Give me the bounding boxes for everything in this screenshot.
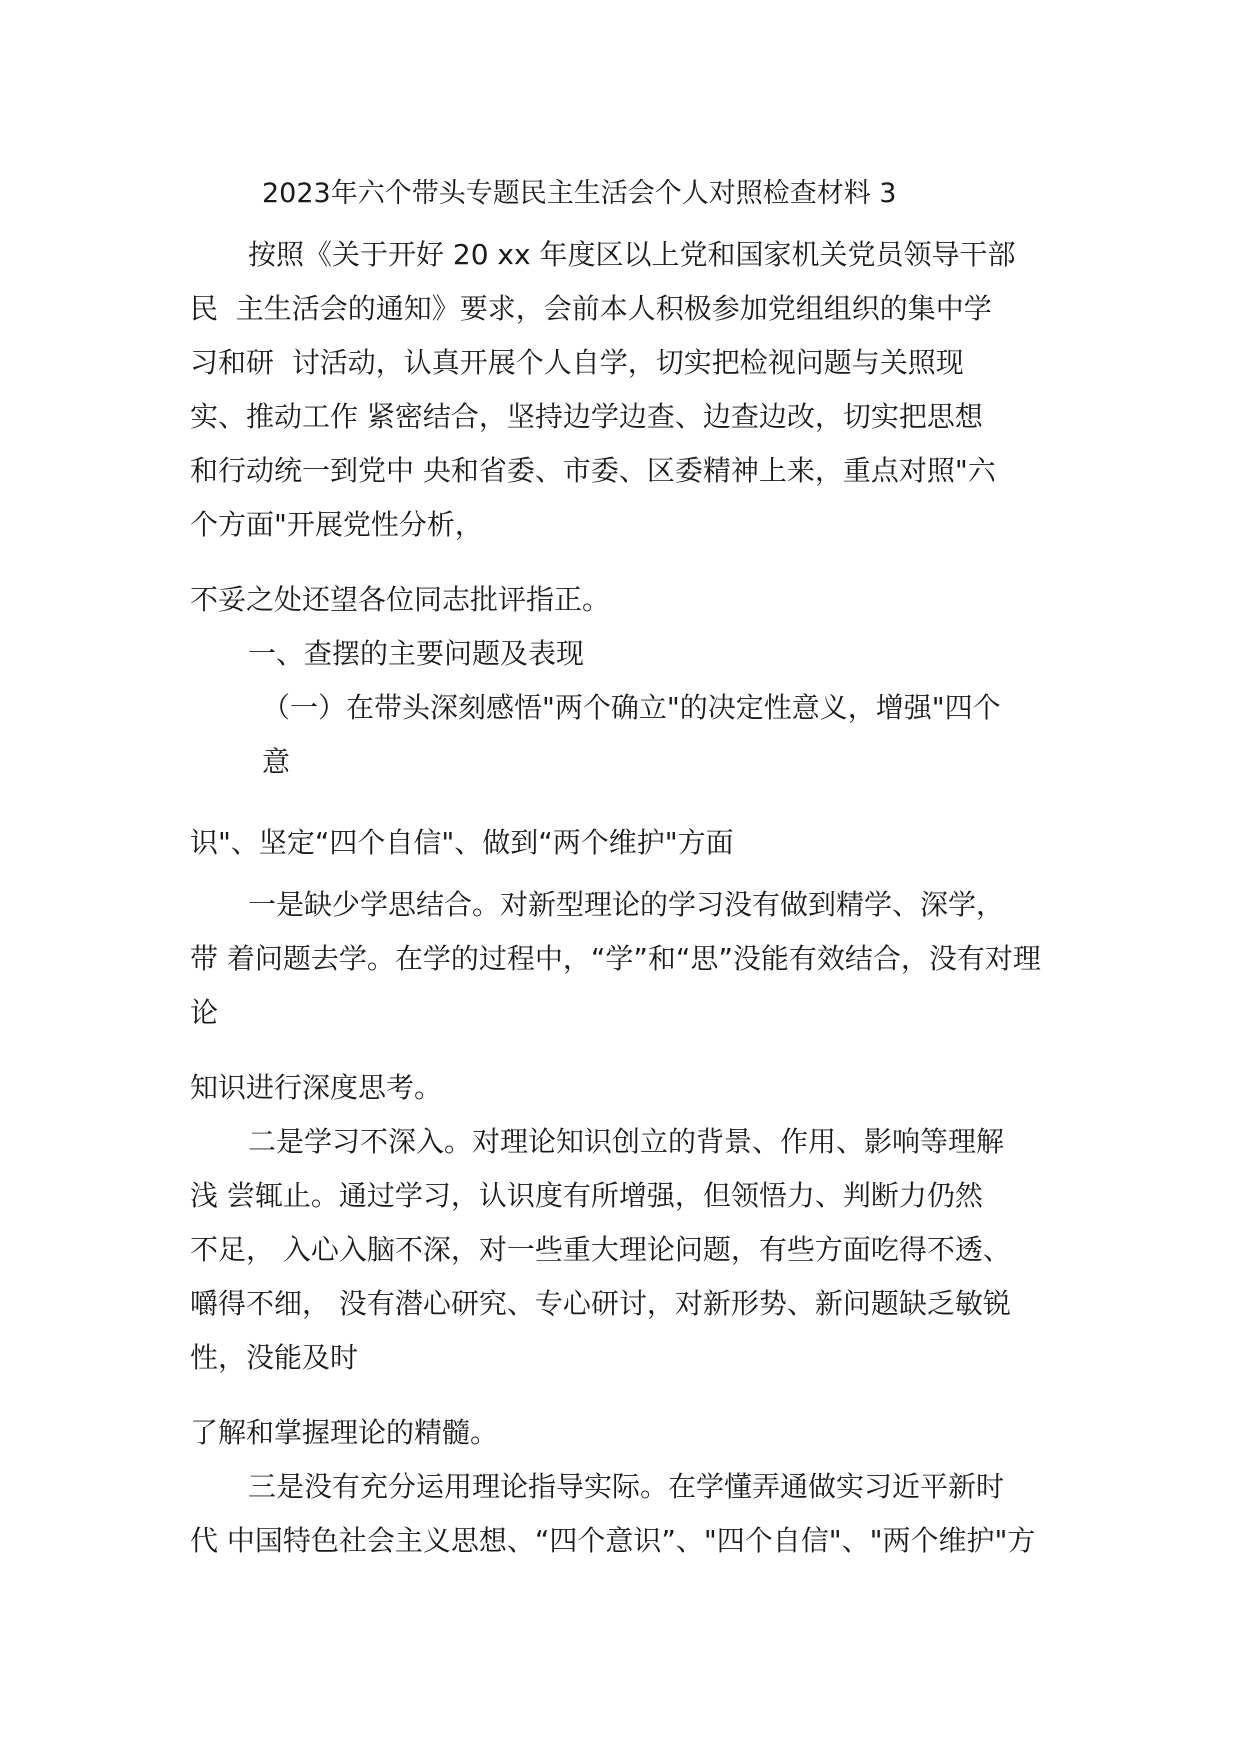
paragraph-line: 代 中国特色社会主义思想、“四个意识”、"四个自信"、"两个维护"方: [190, 1524, 1036, 1557]
paragraph-line: 一是缺少学思结合。对新型理论的学习没有做到精学、深学，: [248, 888, 1005, 921]
paragraph-line: 嚼得不细， 没有潜心研究、专心研讨，对新形势、新问题缺乏敏锐: [190, 1287, 1011, 1320]
paragraph-line: 和行动统一到党中 央和省委、市委、区委精神上来，重点对照"六: [190, 454, 996, 487]
subsection-heading: （一）在带头深刻感悟"两个确立"的决定性意义，增强"四个: [262, 691, 1001, 724]
paragraph-line: 不足， 入心入脑不深，对一些重大理论问题，有些方面吃得不透、: [190, 1233, 1011, 1266]
paragraph-line: 性，没能及时: [190, 1341, 359, 1374]
paragraph-line: 实、推动工作 紧密结合，坚持边学边查、边查边改，切实把思想: [190, 400, 983, 433]
paragraph-line: 民 主生活会的通知》要求，会前本人积极参加党组组织的集中学: [190, 292, 992, 325]
paragraph-line: 浅 尝辄止。通过学习，认识度有所增强，但领悟力、判断力仍然: [190, 1179, 983, 1212]
subsection-heading: 意: [262, 745, 291, 778]
paragraph-line: 带 着问题去学。在学的过程中，“学”和“思”没能有效结合，没有对理: [190, 942, 1041, 975]
paragraph-line: 按照《关于开好 20 xx 年度区以上党和国家机关党员领导干部: [248, 238, 1016, 271]
section-heading: 一、查摆的主要问题及表现: [248, 637, 585, 670]
paragraph-line: 二是学习不深入。对理论知识创立的背景、作用、影响等理解: [248, 1125, 1005, 1158]
subsection-heading: 识"、坚定“四个自信"、做到“两个维护"方面: [190, 826, 734, 859]
paragraph-line: 不妥之处还望各位同志批评指正。: [190, 583, 611, 616]
paragraph-line: 个方面"开展党性分析，: [190, 508, 483, 541]
paragraph-line: 知识进行深度思考。: [190, 1071, 443, 1104]
paragraph-line: 论: [190, 996, 219, 1029]
paragraph-line: 习和研 讨活动，认真开展个人自学，切实把检视问题与关照现: [190, 346, 964, 379]
paragraph-line: 三是没有充分运用理论指导实际。在学懂弄通做实习近平新时: [248, 1470, 1005, 1503]
document-title: 2023年六个带头专题民主生活会个人对照检查材料 3: [262, 178, 897, 209]
paragraph-line: 了解和掌握理论的精髓。: [190, 1416, 499, 1449]
